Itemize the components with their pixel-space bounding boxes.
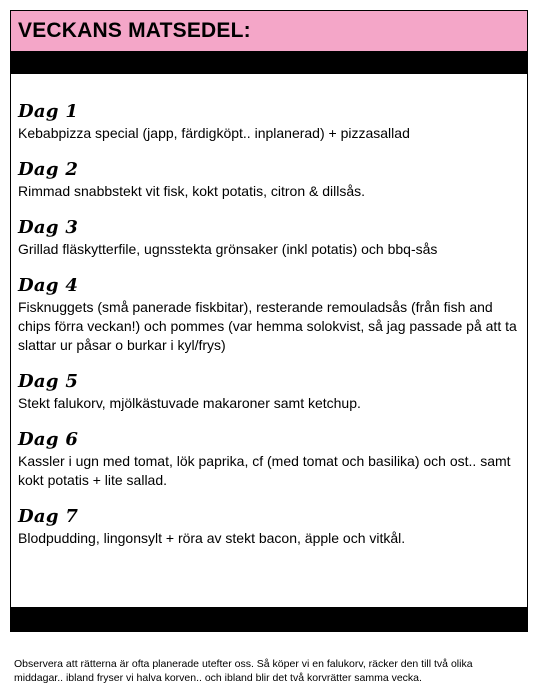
day-description: Blodpudding, lingonsylt + röra av stekt bacon, äpple och vitkål. — [18, 530, 406, 546]
day-title: Dag 5 — [18, 371, 79, 392]
footnote: Observera att rätterna är ofta planerade utefter oss. Så köper vi en falukorv, räcker den till två olika middagar.. ibland fryser vi halva korven.. och ibland blir det två korvrätter samma vecka. — [14, 658, 473, 684]
day-item — [18, 275, 527, 355]
day-title: Dag 1 — [18, 101, 79, 122]
day-list — [11, 74, 527, 548]
day-title: Dag 3 — [18, 217, 79, 238]
day-item — [18, 159, 527, 201]
day-description: Kassler i ugn med tomat, lök paprika, cf (med tomat och basilika) och ost.. samt kokt potatis + lite sallad. — [18, 453, 511, 488]
menu-sheet — [10, 10, 528, 632]
day-title: Dag 4 — [18, 275, 79, 296]
page-title: VECKANS MATSEDEL: — [18, 19, 251, 42]
day-item — [18, 217, 527, 259]
day-description: Kebabpizza special (japp, färdigköpt.. inplanerad) + pizzasallad — [18, 125, 410, 141]
day-item — [18, 371, 527, 413]
day-description: Grillad fläskytterfile, ugnsstekta grönsaker (inkl potatis) och bbq-sås — [18, 241, 438, 257]
day-item — [18, 429, 527, 490]
day-description: Stekt falukorv, mjölkästuvade makaroner samt ketchup. — [18, 395, 361, 411]
day-item — [18, 506, 527, 548]
day-title: Dag 2 — [18, 159, 79, 180]
day-title: Dag 6 — [18, 429, 79, 450]
title-bar — [11, 11, 527, 51]
day-title: Dag 7 — [18, 506, 79, 527]
day-item — [18, 101, 527, 143]
day-description: Rimmad snabbstekt vit fisk, kokt potatis, citron & dillsås. — [18, 183, 366, 199]
day-description: Fisknuggets (små panerade fiskbitar), resterande remouladsås (från fish and chips förra veckan!) och pommes (var hemma solokvist, så jag passade på att ta slattar ur påsar o burkar i kyl/frys) — [18, 299, 517, 353]
bottom-divider-bar — [11, 607, 527, 631]
top-divider-bar — [11, 51, 527, 74]
